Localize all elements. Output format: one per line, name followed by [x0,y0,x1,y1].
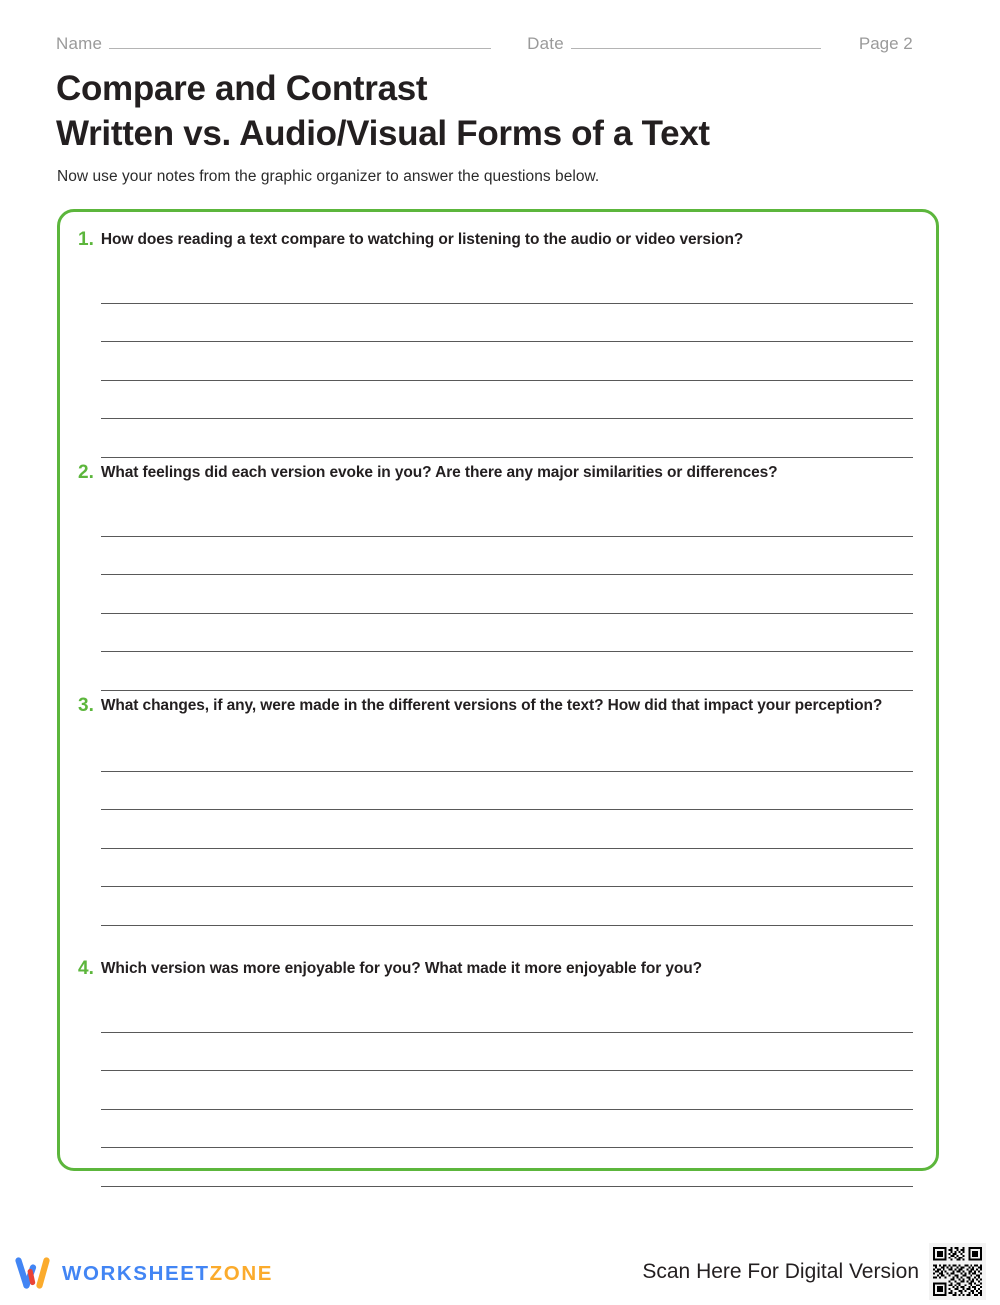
question-1-number: 1. [78,229,94,250]
page-title [56,66,936,156]
date-label: Date [527,34,564,53]
answer-line[interactable] [101,265,913,304]
answer-line[interactable] [101,1033,913,1072]
answer-line[interactable] [101,887,913,926]
logo-text-zone: ZONE [209,1262,274,1285]
page-footer [0,1225,1000,1294]
answer-line[interactable] [101,810,913,849]
answer-line[interactable] [101,304,913,343]
question-4-number: 4. [78,958,94,979]
scan-digital-version[interactable] [642,1243,986,1300]
question-2-heading [74,460,922,485]
answer-line[interactable] [101,575,913,614]
date-input-rule[interactable] [571,34,821,49]
name-input-rule[interactable] [109,34,491,49]
answer-line[interactable] [101,419,913,458]
title-line-1: Compare and Contrast [56,69,428,108]
logo-w-icon [14,1257,54,1291]
name-label: Name [56,34,103,53]
answer-line[interactable] [101,849,913,888]
question-item-4 [74,956,922,1187]
question-2-text: What feelings did each version evoke in you? Are there any major similarities or differences? [100,464,778,481]
question-item-1 [74,227,922,458]
instructions-text: Now use your notes from the graphic organizer to answer the questions below. [57,168,600,185]
question-3-answer-area[interactable] [74,733,922,926]
answer-line[interactable] [101,772,913,811]
question-item-2 [74,460,922,691]
question-1-text: How does reading a text compare to watching or listening to the audio or video version? [100,231,744,248]
questions-panel [57,209,939,1171]
answer-line[interactable] [101,1110,913,1149]
worksheet-header [56,34,944,62]
scan-here-label: Scan Here For Digital Version [642,1259,919,1283]
question-1-answer-area[interactable] [74,265,922,458]
question-4-text: Which version was more enjoyable for you? What made it more enjoyable for you? [100,960,702,977]
logo-text-worksheet: WORKSHEET [62,1262,210,1285]
logo-text [62,1262,273,1286]
answer-line[interactable] [101,614,913,653]
title-line-2: Written vs. Audio/Visual Forms of a Text [56,114,710,153]
question-3-text: What changes, if any, were made in the different versions of the text? How did that impact your perception? [100,697,883,714]
qr-code-icon[interactable] [929,1243,986,1300]
answer-line[interactable] [101,1071,913,1110]
answer-line[interactable] [101,1148,913,1187]
answer-line[interactable] [101,537,913,576]
answer-line[interactable] [101,994,913,1033]
answer-line[interactable] [101,342,913,381]
question-3-number: 3. [78,695,94,716]
question-item-3 [74,693,922,926]
question-2-answer-area[interactable] [74,498,922,691]
answer-line[interactable] [101,381,913,420]
question-1-heading [74,227,922,252]
question-2-number: 2. [78,462,94,483]
question-4-answer-area[interactable] [74,994,922,1187]
question-3-heading [74,693,922,718]
question-4-heading [74,956,922,981]
page-number-label: Page 2 [858,34,913,53]
worksheet-zone-logo[interactable] [14,1257,273,1291]
answer-line[interactable] [101,733,913,772]
answer-line[interactable] [101,652,913,691]
answer-line[interactable] [101,498,913,537]
